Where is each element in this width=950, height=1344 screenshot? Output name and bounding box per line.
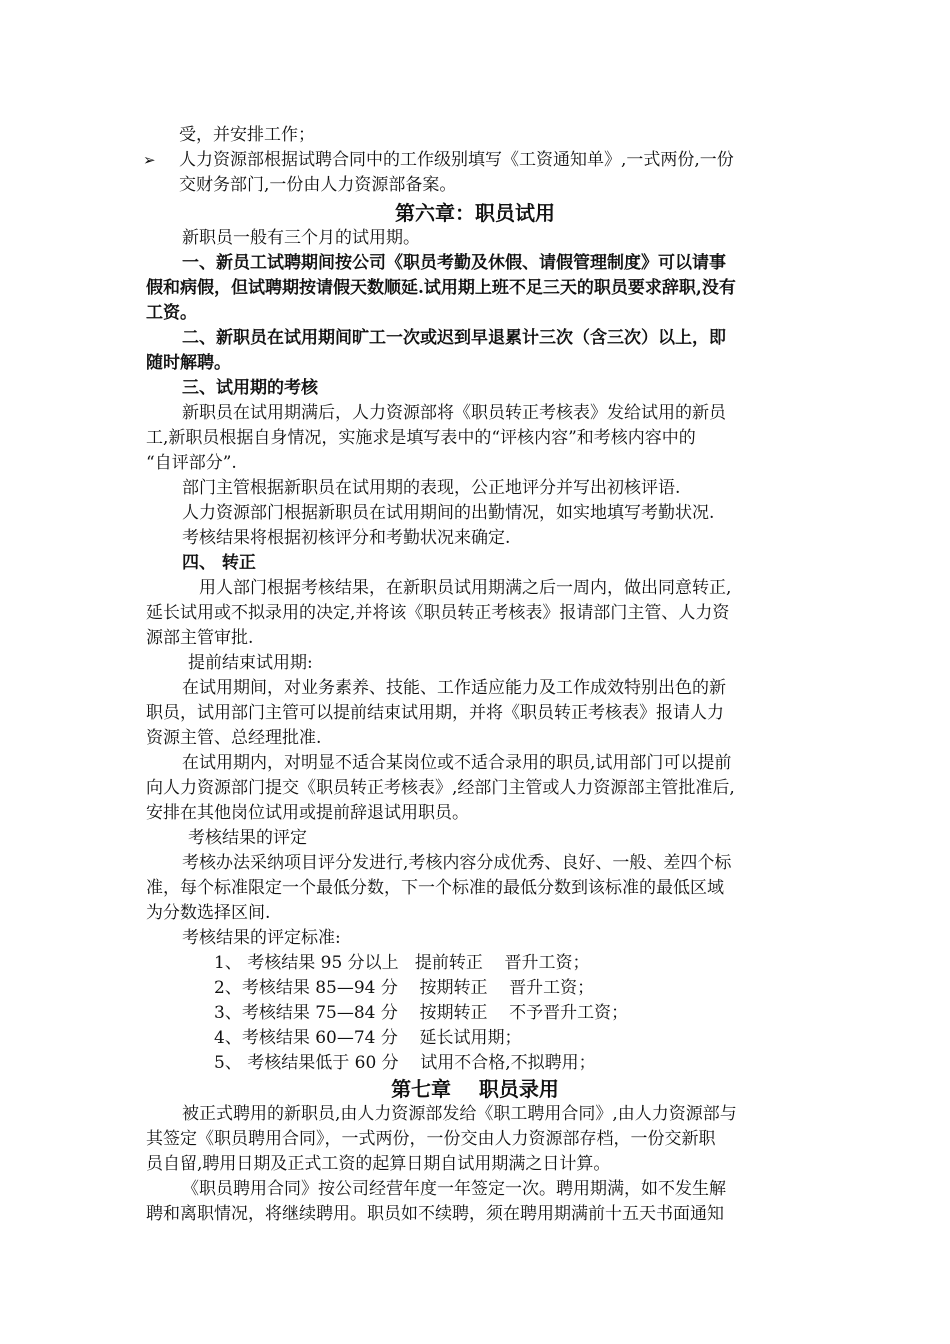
- arrowhead-bullet-icon: ➢: [143, 151, 156, 169]
- list-item: 4、考核结果 60—74 分 延长试用期；: [214, 1028, 522, 1048]
- bold-text-line: 二、新职员在试用期间旷工一次或迟到早退累计三次（含三次）以上，即: [182, 328, 726, 348]
- list-item: 2、考核结果 85—94 分 按期转正 晋升工资；: [214, 978, 595, 998]
- text-line: 新职员在试用期满后，人力资源部将《职员转正考核表》发给试用的新员: [182, 403, 726, 423]
- text-line: 准，每个标准限定一个最低分数，下一个标准的最低分数到该标准的最低区域: [146, 878, 724, 898]
- bold-text-line: 假和病假，但试聘期按请假天数顺延.试用期上班不足三天的职员要求辞职,没有: [146, 278, 736, 298]
- chapter-heading: 第七章 职员录用: [391, 1077, 559, 1101]
- text-line: 其签定《职员聘用合同》，一式两份，一份交由人力资源部存档，一份交新职: [146, 1129, 716, 1149]
- text-line: 员自留,聘用日期及正式工资的起算日期自试用期满之日计算。: [146, 1154, 611, 1174]
- bold-text-line: 工资。: [146, 303, 197, 323]
- text-line: 考核结果的评定标准:: [182, 928, 341, 948]
- text-line: 《职员聘用合同》按公司经营年度一年签定一次。聘用期满，如不发生解: [182, 1179, 726, 1199]
- list-item: 3、考核结果 75—84 分 按期转正 不予晋升工资；: [214, 1003, 629, 1023]
- text-line: 考核办法采纳项目评分发进行,考核内容分成优秀、良好、一般、差四个标: [182, 853, 732, 873]
- text-line: 考核结果将根据初核评分和考勤状况来确定.: [182, 528, 511, 548]
- text-line: 聘和离职情况，将继续聘用。职员如不续聘，须在聘用期满前十五天书面通知: [146, 1204, 724, 1224]
- text-line: 资源主管、总经理批准.: [146, 728, 322, 748]
- text-line: 在试用期间，对业务素养、技能、工作适应能力及工作成效特别出色的新: [182, 678, 726, 698]
- text-line: 安排在其他岗位试用或提前辞退试用职员。: [146, 803, 469, 823]
- text-line: 受，并安排工作；: [179, 125, 315, 145]
- list-item: 1、 考核结果 95 分以上 提前转正 晋升工资；: [214, 953, 590, 973]
- text-line: 交财务部门,一份由人力资源部备案。: [179, 175, 457, 195]
- text-line: 在试用期内，对明显不适合某岗位或不适合录用的职员,试用部门可以提前: [182, 753, 732, 773]
- text-line: 新职员一般有三个月的试用期。: [182, 228, 420, 248]
- chapter-heading: 第六章：职员试用: [395, 201, 555, 225]
- text-line: 提前结束试用期:: [188, 653, 313, 673]
- text-line: 工,新职员根据自身情况，实施求是填写表中的“评核内容”和考核内容中的: [146, 428, 696, 448]
- text-line: 为分数选择区间.: [146, 903, 271, 923]
- text-line: “自评部分”.: [146, 453, 237, 473]
- text-line: 向人力资源部门提交《职员转正考核表》,经部门主管或人力资源部主管批准后,: [146, 778, 735, 798]
- text-line: 人力资源部根据试聘合同中的工作级别填写《工资通知单》,一式两份,一份: [179, 150, 734, 170]
- section-heading: 三、试用期的考核: [182, 378, 318, 398]
- text-line: 人力资源部门根据新职员在试用期间的出勤情况，如实地填写考勤状况.: [182, 503, 715, 523]
- list-item: 5、 考核结果低于 60 分 试用不合格,不拟聘用；: [214, 1053, 596, 1073]
- text-line: 部门主管根据新职员在试用期的表现，公正地评分并写出初核评语.: [182, 478, 681, 498]
- bold-text-line: 随时解聘。: [146, 353, 231, 373]
- text-line: 被正式聘用的新职员,由人力资源部发给《职工聘用合同》,由人力资源部与: [182, 1104, 737, 1124]
- bold-text-line: 一、新员工试聘期间按公司《职员考勤及休假、请假管理制度》可以请事: [182, 253, 726, 273]
- section-heading: 四、 转正: [182, 553, 256, 573]
- text-line: 用人部门根据考核结果，在新职员试用期满之后一周内，做出同意转正,: [199, 578, 732, 598]
- text-line: 延长试用或不拟录用的决定,并将该《职员转正考核表》报请部门主管、人力资: [146, 603, 730, 623]
- text-line: 职员，试用部门主管可以提前结束试用期，并将《职员转正考核表》报请人力: [146, 703, 724, 723]
- text-line: 考核结果的评定: [188, 828, 307, 848]
- text-line: 源部主管审批.: [146, 628, 254, 648]
